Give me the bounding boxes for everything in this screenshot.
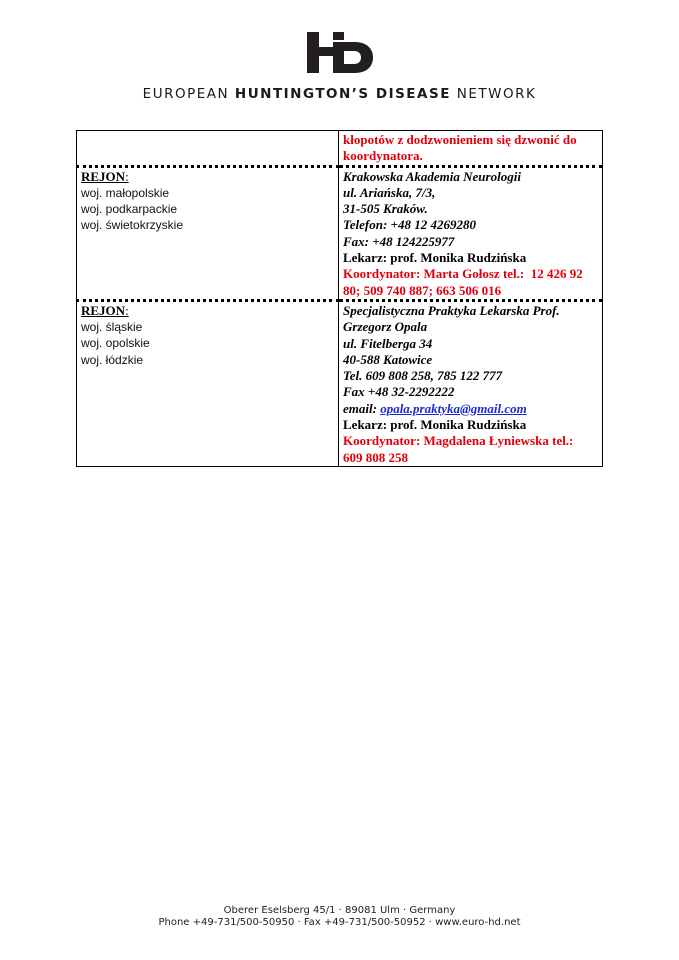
phone-number: Tel. 609 808 258, 785 122 777: [343, 368, 503, 384]
doctor-name: Lekarz: prof. Monika Rudzińska: [343, 250, 527, 266]
region-item: woj. opolskie: [81, 336, 150, 351]
coordinator-line: 80; 509 740 887; 663 506 016: [343, 282, 502, 298]
street-address: ul. Fitelberga 34: [343, 335, 433, 351]
table-row: [77, 300, 603, 466]
region-item: woj. śląskie: [81, 319, 143, 334]
page-footer: [0, 905, 679, 929]
continuation-line: koordynatora.: [343, 148, 423, 164]
clinic-cell: [339, 131, 603, 167]
region-heading: REJON:: [81, 168, 129, 184]
email-label: email:: [343, 400, 381, 416]
continuation-line: kłopotów z dodzwonieniem się dzwonić do: [343, 132, 577, 147]
network-title: [0, 86, 679, 102]
fax-number: Fax +48 32-2292222: [343, 384, 455, 400]
network-title-suffix: NETWORK: [456, 86, 537, 102]
city-address: 40-588 Katowice: [343, 351, 433, 367]
region-item: woj. podkarpackie: [81, 201, 178, 216]
institution-name: Krakowska Akademia Neurologii: [343, 168, 521, 184]
phone-number: Telefon: +48 12 4269280: [343, 217, 476, 233]
clinic-cell: [339, 166, 603, 300]
page-header: [0, 0, 679, 110]
region-heading: REJON:: [81, 302, 129, 318]
clinic-cell: [339, 300, 603, 466]
region-cell: [77, 300, 339, 466]
fax-number: Fax: +48 124225977: [343, 233, 455, 249]
region-item: woj. małopolskie: [81, 185, 170, 200]
email-link[interactable]: opala.praktyka@gmail.com: [380, 400, 527, 416]
region-cell: [77, 131, 339, 167]
institution-name: Specjalistyczna Praktyka Lekarska Prof.: [343, 302, 560, 318]
coordinator-line: Koordynator: Magdalena Łyniewska tel.:: [343, 433, 574, 449]
region-item: woj. świetokrzyskie: [81, 218, 184, 233]
network-title-prefix: EUROPEAN: [142, 86, 230, 102]
street-address: ul. Ariańska, 7/3,: [343, 184, 436, 200]
coordinator-line: Koordynator: Marta Gołosz tel.: 12 426 92: [343, 266, 583, 282]
table-row: [77, 131, 603, 167]
region-cell: [77, 166, 339, 300]
table-row: [77, 166, 603, 300]
clinic-table: [76, 130, 603, 467]
city-address: 31-505 Kraków.: [343, 201, 428, 217]
footer-address: Oberer Eselsberg 45/1 · 89081 Ulm · Germany: [223, 905, 456, 916]
institution-name: Grzegorz Opala: [343, 319, 428, 335]
coordinator-line: 609 808 258: [343, 449, 408, 465]
email-line: [343, 401, 598, 417]
doctor-name: Lekarz: prof. Monika Rudzińska: [343, 417, 527, 433]
footer-contact: Phone +49-731/500-50950 · Fax +49-731/500-50952 · www.euro-hd.net: [158, 917, 521, 928]
network-title-bold: HUNTINGTON’S DISEASE: [234, 86, 451, 102]
hd-logo-icon: [305, 30, 375, 75]
region-item: woj. łódzkie: [81, 352, 144, 367]
